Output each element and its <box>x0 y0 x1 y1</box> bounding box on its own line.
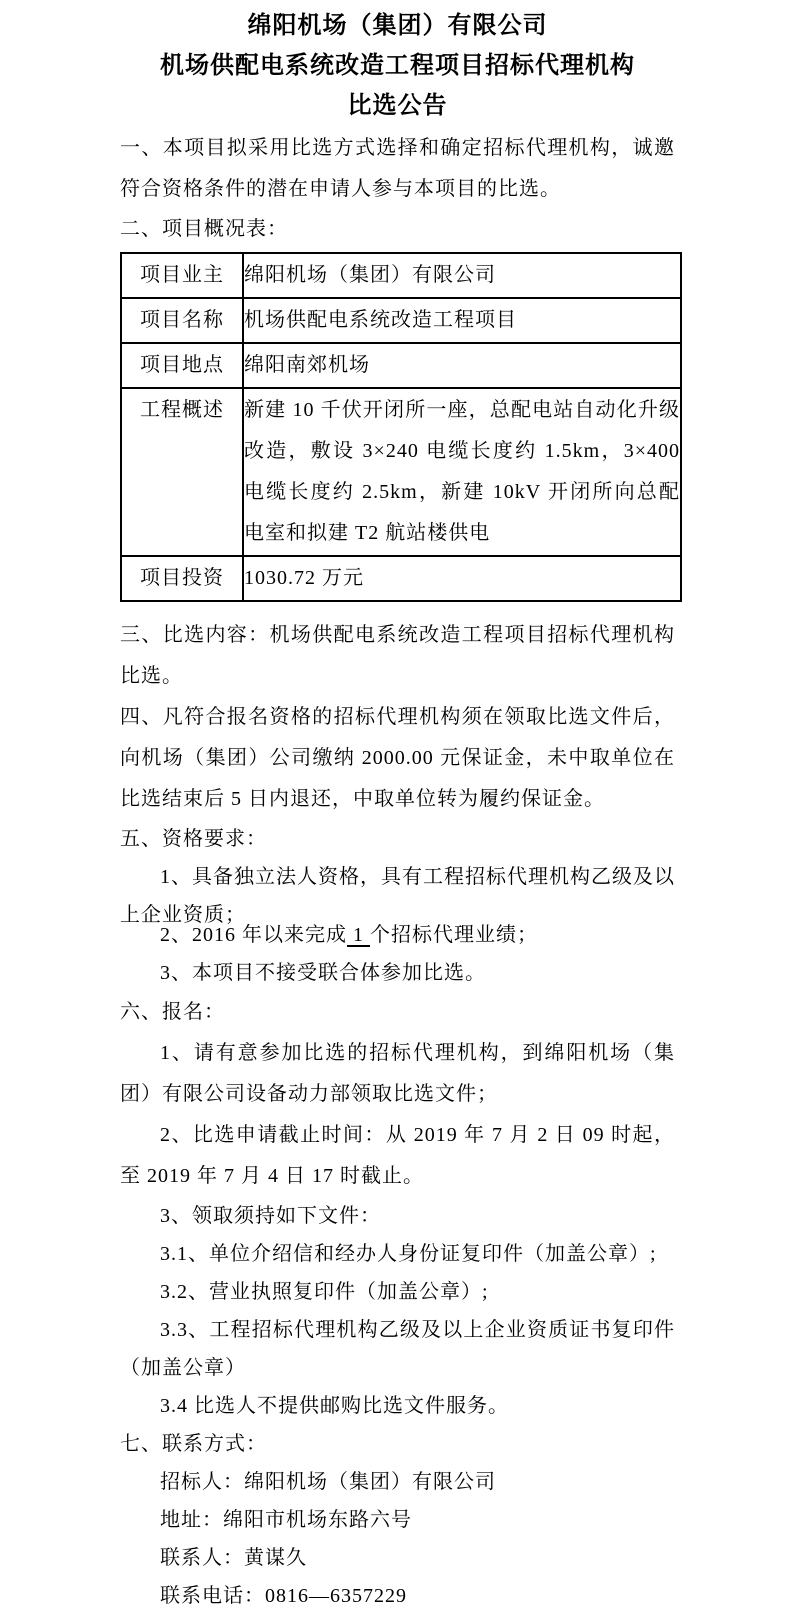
item-2-prefix: 2、2016 年以来完成 <box>160 924 347 946</box>
contact-bidder: 招标人：绵阳机场（集团）有限公司 <box>160 1471 496 1493</box>
section-6-item-3-1: 3.1、单位介绍信和经办人身份证复印件（加盖公章）; <box>160 1243 657 1265</box>
section-6-item-1: 1、请有意参加比选的招标代理机构，到绵阳机场（集团）有限公司设备动力部领取比选文件； <box>120 1042 675 1105</box>
section-6-item-3-3: 3.3、工程招标代理机构乙级及以上企业资质证书复印件（加盖公章） <box>120 1319 675 1379</box>
section-5-item-1: 1、具备独立法人资格，具有工程招标代理机构乙级及以上企业资质； <box>120 866 675 926</box>
table-row <box>121 253 681 298</box>
doc-title-announcement: 比选公告 <box>347 92 448 119</box>
heading-section-7: 七、联系方式： <box>120 1433 267 1455</box>
doc-title-project: 机场供配电系统改造工程项目招标代理机构 <box>160 52 635 79</box>
row-label-location: 项目地点 <box>121 343 243 388</box>
section-6-item-3: 3、领取须持如下文件： <box>160 1205 381 1227</box>
item-2-suffix: 个招标代理业绩； <box>370 924 538 946</box>
table-row <box>121 298 681 343</box>
section-6-item-3-4: 3.4 比选人不提供邮购比选文件服务。 <box>160 1395 509 1417</box>
contact-phone: 联系电话：0816—6357229 <box>160 1585 407 1607</box>
heading-section-6: 六、报名： <box>120 1001 225 1023</box>
row-label-name: 项目名称 <box>121 298 243 343</box>
paragraph-section-4: 四、凡符合报名资格的招标代理机构须在领取比选文件后，向机场（集团）公司缴纳 2000.00 元保证金，未中取单位在比选结束后 5 日内退还，中取单位转为履约保证金。 <box>120 706 675 810</box>
table-row <box>121 556 681 601</box>
row-label-owner: 项目业主 <box>121 253 243 298</box>
row-value-owner: 绵阳机场（集团）有限公司 <box>243 253 681 298</box>
doc-title-company: 绵阳机场（集团）有限公司 <box>247 12 548 39</box>
row-label-scope: 工程概述 <box>121 388 243 556</box>
row-value-investment: 1030.72 万元 <box>243 556 681 601</box>
section-6-item-2: 2、比选申请截止时间：从 2019 年 7 月 2 日 09 时起，至 2019 年 7 月 4 日 17 时截止。 <box>120 1124 675 1187</box>
heading-section-2: 二、项目概况表： <box>120 218 288 240</box>
row-value-location: 绵阳南郊机场 <box>243 343 681 388</box>
section-5-item-2 <box>120 916 675 954</box>
paragraph-section-3: 三、比选内容：机场供配电系统改造工程项目招标代理机构比选。 <box>120 624 675 687</box>
project-overview-table <box>120 252 682 602</box>
item-2-underlined-number: 1 <box>347 924 370 946</box>
section-6-item-3-2: 3.2、营业执照复印件（加盖公章）; <box>160 1281 489 1303</box>
contact-address: 地址：绵阳市机场东路六号 <box>160 1509 412 1531</box>
contact-person: 联系人：黄谋久 <box>160 1547 307 1569</box>
paragraph-section-1: 一、本项目拟采用比选方式选择和确定招标代理机构，诚邀符合资格条件的潜在申请人参与本项目的比选。 <box>120 137 675 200</box>
section-5-item-3: 3、本项目不接受联合体参加比选。 <box>160 962 486 984</box>
row-label-investment: 项目投资 <box>121 556 243 601</box>
heading-section-5: 五、资格要求： <box>120 828 267 850</box>
table-row <box>121 343 681 388</box>
table-row <box>121 388 681 556</box>
row-value-name: 机场供配电系统改造工程项目 <box>243 298 681 343</box>
row-value-scope: 新建 10 千伏开闭所一座，总配电站自动化升级改造，敷设 3×240 电缆长度约 1.5km，3×400 电缆长度约 2.5km，新建 10kV 开闭所向总配电室和拟建 T2 航站楼供电 <box>243 388 681 556</box>
